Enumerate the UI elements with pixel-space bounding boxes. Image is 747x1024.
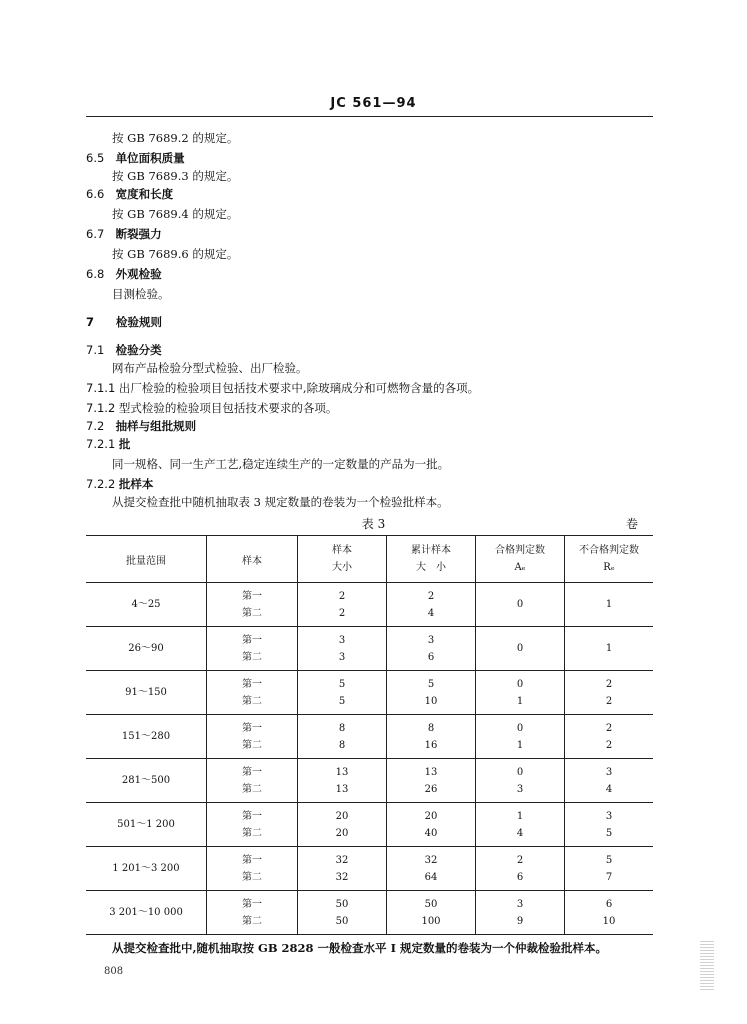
sample-cell-value: 第一 [242,898,262,910]
text-line [112,130,238,146]
text-line [86,314,162,330]
col-rejection: 不合格判定数 Rₑ [565,536,654,583]
cumulative-size-cell-value: 10 [424,695,438,707]
sample-size-cell-value: 3 [338,634,346,646]
text-line [86,226,162,242]
sample-cell-value: 第一 [242,590,262,602]
page-number: 808 [104,966,124,977]
table-footnote: 从提交检查批中,随机抽取按 GB 2828 一般检查水平 I 规定数量的卷装为一个仲裁检验批样本。 [112,941,607,955]
text-line [112,206,238,222]
clause-number: 6.8 [86,267,105,281]
sample-size-cell-value: 8 [338,722,346,734]
sample-cell-value: 第二 [242,695,262,707]
text-line [86,266,162,282]
sample-cell-value: 第二 [242,915,262,927]
cumulative-size-cell-value: 4 [427,607,435,619]
sample-cell-value: 第一 [242,722,262,734]
text-line [112,456,449,472]
clause-number: 7.1 [86,343,105,357]
sample-size-cell-value: 32 [335,871,349,883]
sample-cell [207,671,298,715]
cumulative-size-cell-value: 50 [424,898,438,910]
rejection-cell-value: 1 [605,599,613,610]
sample-cell [207,847,298,891]
sample-cell [207,715,298,759]
acceptance-cell-value: 0 [516,643,524,654]
clause-text: 外观检验 [115,267,162,281]
batch-range-cell [86,627,207,671]
text-line [112,246,238,262]
col-cumulative-size: 累计样本 大 小 [387,536,476,583]
clause-text: 按 GB 7689.6 的规定。 [112,247,239,261]
sample-cell [207,891,298,935]
clause-text: 目测检验。 [112,287,170,301]
acceptance-cell [476,847,565,891]
col-batch-range: 批量范围 [86,536,207,583]
sample-size-cell [298,759,387,803]
acceptance-cell-value: 1 [516,810,524,822]
rejection-cell-value: 3 [605,766,613,778]
rejection-cell-value: 2 [605,739,613,751]
clause-text: 按 GB 7689.4 的规定。 [112,207,239,221]
table-row [86,759,653,803]
sample-size-cell-value: 13 [335,766,349,778]
scan-artifact [700,940,714,990]
acceptance-cell-value: 4 [516,827,524,839]
clause-text: 检验分类 [115,343,162,357]
rejection-cell-value: 2 [605,695,613,707]
clause-text: 从提交检查批中随机抽取表 3 规定数量的卷装为一个检验批样本。 [112,495,449,509]
text-line [112,494,449,510]
cumulative-size-cell-value: 13 [424,766,438,778]
sample-cell-value: 第一 [242,854,262,866]
sample-cell [207,803,298,847]
clause-number: 7.2.1 [86,437,116,451]
rejection-cell [565,627,654,671]
batch-range-cell-value: 3 201～10 000 [109,907,183,918]
table-row [86,627,653,671]
text-line [86,150,185,166]
clause-number: 7.2.2 [86,477,116,491]
cumulative-size-cell [387,627,476,671]
clause-text: 抽样与组批规则 [115,419,197,433]
cumulative-size-cell-value: 64 [424,871,438,883]
cumulative-size-cell-value: 5 [427,678,435,690]
batch-range-cell [86,847,207,891]
batch-range-cell [86,803,207,847]
clause-number: 6.5 [86,151,105,165]
sample-size-cell [298,803,387,847]
cumulative-size-cell-value: 40 [424,827,438,839]
sample-size-cell-value: 32 [335,854,349,866]
text-line [112,360,308,376]
table-unit: 卷 [626,517,639,531]
batch-range-cell [86,583,207,627]
sample-cell-value: 第二 [242,607,262,619]
acceptance-cell-value: 0 [516,722,524,734]
sample-size-cell-value: 3 [338,651,346,663]
rejection-cell [565,715,654,759]
col-sample: 样本 [207,536,298,583]
table-row [86,891,653,935]
text-line [86,400,337,416]
cumulative-size-cell [387,715,476,759]
sample-cell-value: 第一 [242,810,262,822]
sample-cell-value: 第一 [242,634,262,646]
acceptance-cell-value: 0 [516,766,524,778]
cumulative-size-cell-value: 3 [427,634,435,646]
cumulative-size-cell-value: 100 [421,915,441,927]
batch-range-cell-value: 1 201～3 200 [112,863,180,874]
clause-number: 7.2 [86,419,105,433]
acceptance-cell [476,671,565,715]
clause-number: 6.6 [86,187,105,201]
clause-number: 6.7 [86,227,105,241]
batch-range-cell [86,715,207,759]
rejection-cell-value: 7 [605,871,613,883]
sample-cell-value: 第二 [242,871,262,883]
clause-number: 7.1.2 [86,401,116,415]
clause-text: 断裂强力 [115,227,162,241]
cumulative-size-cell-value: 16 [424,739,438,751]
cumulative-size-cell-value: 32 [424,854,438,866]
sample-size-cell-value: 50 [335,915,349,927]
sample-size-cell [298,627,387,671]
batch-range-cell-value: 281～500 [121,775,171,786]
sample-size-cell-value: 50 [335,898,349,910]
cumulative-size-cell [387,847,476,891]
text-line [86,186,173,202]
cumulative-size-cell-value: 6 [427,651,435,663]
clause-text: 批 [118,437,131,451]
acceptance-cell-value: 0 [516,678,524,690]
table-row [86,803,653,847]
cumulative-size-cell [387,671,476,715]
acceptance-cell-value: 2 [516,854,524,866]
clause-text: 按 GB 7689.3 的规定。 [112,169,239,183]
document-header: JC 561—94 [330,96,417,111]
acceptance-cell-value: 1 [516,739,524,751]
sample-size-cell-value: 2 [338,607,346,619]
acceptance-cell [476,891,565,935]
clause-text: 型式检验的检验项目包括技术要求的各项。 [118,401,338,415]
cumulative-size-cell [387,891,476,935]
sample-size-cell [298,891,387,935]
table-caption: 表 3 [361,517,386,531]
acceptance-cell [476,583,565,627]
rejection-cell-value: 2 [605,722,613,734]
text-line [86,476,153,492]
sample-size-cell-value: 5 [338,695,346,707]
batch-range-cell-value: 26～90 [128,643,164,654]
clause-text: 出厂检验的检验项目包括技术要求中,除玻璃成分和可燃物含量的各项。 [118,381,480,395]
sample-cell [207,627,298,671]
cumulative-size-cell-value: 8 [427,722,435,734]
rejection-cell-value: 4 [605,783,613,795]
cumulative-size-cell-value: 26 [424,783,438,795]
batch-range-cell-value: 4～25 [131,599,161,610]
sample-cell-value: 第二 [242,651,262,663]
clause-number: 7.1.1 [86,381,116,395]
sample-size-cell-value: 13 [335,783,349,795]
sample-size-cell-value: 20 [335,810,349,822]
table-row [86,847,653,891]
rejection-cell-value: 2 [605,678,613,690]
batch-range-cell-value: 151～280 [121,731,171,742]
clause-text: 批样本 [118,477,154,491]
text-line [86,342,162,358]
clause-text: 宽度和长度 [115,187,174,201]
clause-text: 同一规格、同一生产工艺,稳定连续生产的一定数量的产品为一批。 [112,457,450,471]
sample-cell [207,583,298,627]
sample-cell-value: 第二 [242,739,262,751]
table-row [86,715,653,759]
text-line [86,436,130,452]
batch-range-cell-value: 501～1 200 [117,819,175,830]
rejection-cell-value: 10 [602,915,616,927]
rejection-cell [565,891,654,935]
table-header-row [86,536,653,583]
rejection-cell [565,759,654,803]
rejection-cell-value: 6 [605,898,613,910]
acceptance-cell-value: 6 [516,871,524,883]
table-row [86,671,653,715]
clause-text: 检验规则 [116,315,163,329]
sample-cell-value: 第一 [242,678,262,690]
cumulative-size-cell [387,803,476,847]
acceptance-cell-value: 0 [516,599,524,610]
col-sample-size: 样本 大小 [298,536,387,583]
rejection-cell [565,847,654,891]
clause-number: 7 [86,315,95,329]
clause-text: 网布产品检验分型式检验、出厂检验。 [112,361,308,375]
sample-size-cell-value: 20 [335,827,349,839]
sample-size-cell-value: 2 [338,590,346,602]
clause-text: 按 GB 7689.2 的规定。 [112,131,239,145]
header-rule [86,116,653,117]
sample-size-cell [298,847,387,891]
sample-cell-value: 第一 [242,766,262,778]
rejection-cell-value: 1 [605,643,613,654]
rejection-cell-value: 5 [605,854,613,866]
batch-range-cell [86,891,207,935]
cumulative-size-cell-value: 20 [424,810,438,822]
acceptance-cell [476,627,565,671]
acceptance-cell [476,803,565,847]
rejection-cell-value: 5 [605,827,613,839]
sample-cell-value: 第二 [242,783,262,795]
batch-range-cell-value: 91～150 [125,687,167,698]
acceptance-cell-value: 3 [516,783,524,795]
rejection-cell [565,803,654,847]
cumulative-size-cell-value: 2 [427,590,435,602]
cumulative-size-cell [387,759,476,803]
text-line [86,380,479,396]
col-acceptance: 合格判定数 Aₑ [476,536,565,583]
batch-range-cell [86,759,207,803]
cumulative-size-cell [387,583,476,627]
rejection-cell [565,583,654,627]
rejection-cell-value: 3 [605,810,613,822]
acceptance-cell-value: 1 [516,695,524,707]
sampling-table [86,535,653,935]
text-line [86,418,196,434]
text-line [112,168,238,184]
batch-range-cell [86,671,207,715]
sample-size-cell-value: 8 [338,739,346,751]
sample-size-cell [298,671,387,715]
sample-size-cell [298,583,387,627]
sample-size-cell-value: 5 [338,678,346,690]
acceptance-cell [476,759,565,803]
text-line [112,286,170,302]
acceptance-cell-value: 9 [516,915,524,927]
clause-text: 单位面积质量 [115,151,185,165]
acceptance-cell-value: 3 [516,898,524,910]
table-row [86,583,653,627]
sample-cell-value: 第二 [242,827,262,839]
rejection-cell [565,671,654,715]
acceptance-cell [476,715,565,759]
sample-cell [207,759,298,803]
sample-size-cell [298,715,387,759]
